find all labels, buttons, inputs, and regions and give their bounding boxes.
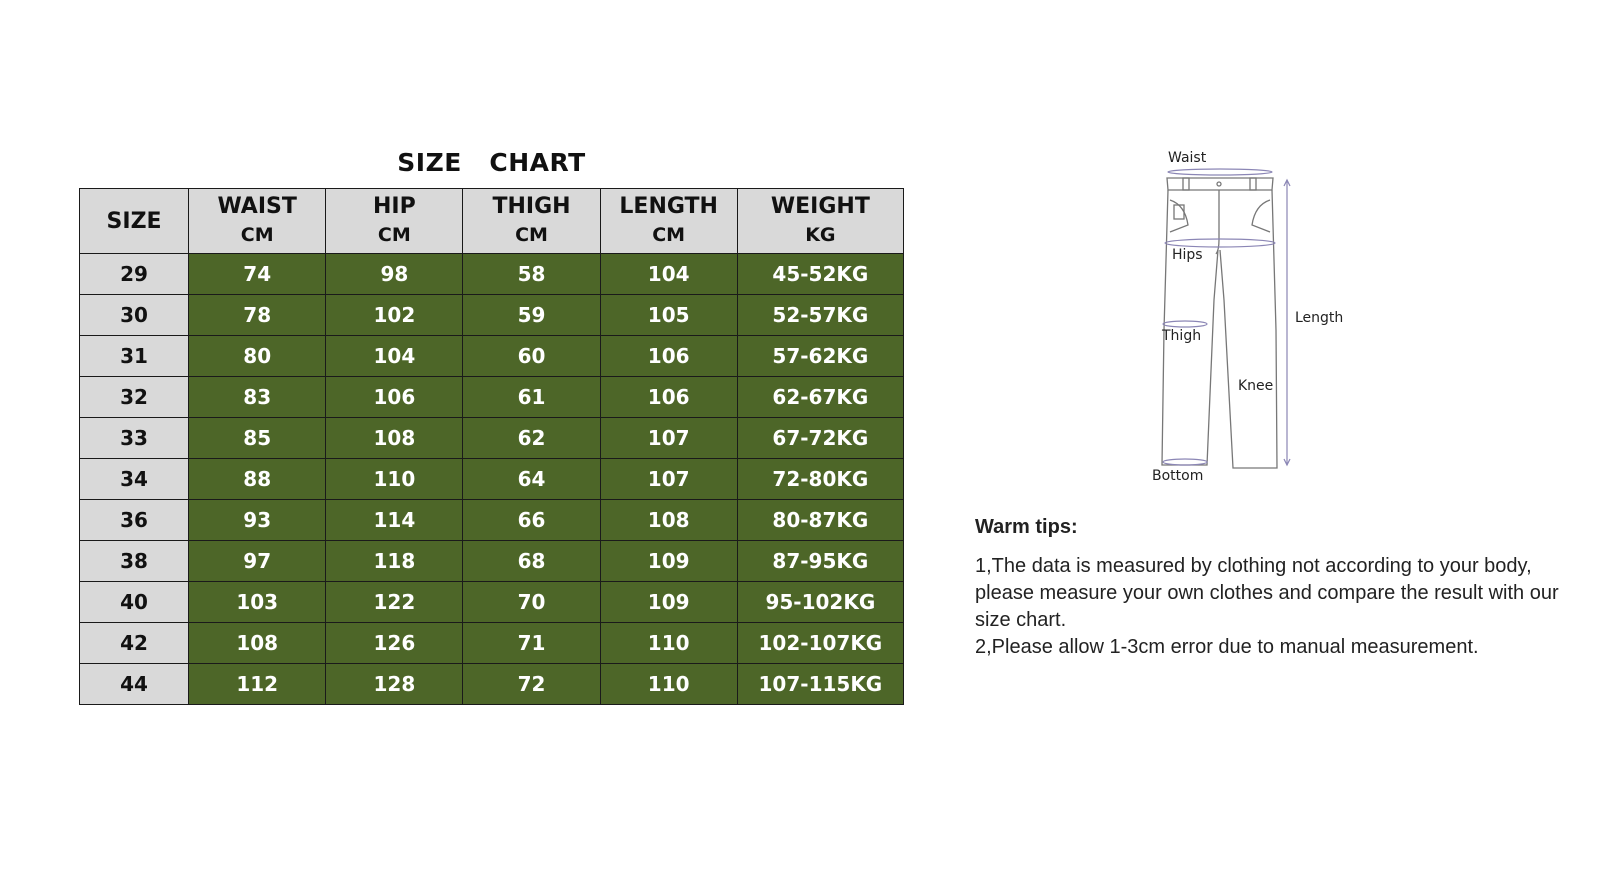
- length-cell: 106: [600, 377, 737, 418]
- diagram-label-waist: Waist: [1168, 150, 1207, 166]
- size-cell: 31: [80, 336, 189, 377]
- thigh-cell: 68: [463, 541, 600, 582]
- table-row: [80, 623, 904, 664]
- thigh-cell: 58: [463, 254, 600, 295]
- header-hip: [326, 189, 463, 254]
- hip-cell: 118: [326, 541, 463, 582]
- thigh-cell: 59: [463, 295, 600, 336]
- weight-cell: 45-52KG: [737, 254, 903, 295]
- header-weight: [737, 189, 903, 254]
- header-waist-label: WAIST: [217, 194, 297, 219]
- length-cell: 106: [600, 336, 737, 377]
- weight-cell: 62-67KG: [737, 377, 903, 418]
- weight-cell: 72-80KG: [737, 459, 903, 500]
- size-cell: 32: [80, 377, 189, 418]
- hip-cell: 126: [326, 623, 463, 664]
- diagram-label-knee: Knee: [1238, 378, 1274, 394]
- diagram-label-hips: Hips: [1172, 247, 1203, 263]
- size-cell: 38: [80, 541, 189, 582]
- hip-cell: 110: [326, 459, 463, 500]
- thigh-cell: 66: [463, 500, 600, 541]
- size-cell: 36: [80, 500, 189, 541]
- diagram-label-thigh: Thigh: [1162, 328, 1202, 344]
- header-hip-unit: CM: [377, 224, 411, 246]
- diagram-label-length: Length: [1295, 310, 1344, 326]
- header-thigh-label: THIGH: [492, 194, 571, 219]
- tip-item: 2,Please allow 1-3cm error due to manual measurement.: [975, 636, 1479, 658]
- waist-cell: 97: [189, 541, 326, 582]
- waist-cell: 85: [189, 418, 326, 459]
- size-cell: 33: [80, 418, 189, 459]
- length-cell: 104: [600, 254, 737, 295]
- waist-cell: 93: [189, 500, 326, 541]
- thigh-cell: 64: [463, 459, 600, 500]
- tips-title: Warm tips:: [975, 516, 1078, 538]
- length-cell: 110: [600, 664, 737, 705]
- table-row: [80, 500, 904, 541]
- thigh-cell: 72: [463, 664, 600, 705]
- weight-cell: 57-62KG: [737, 336, 903, 377]
- header-weight-label: WEIGHT: [770, 194, 870, 219]
- size-cell: 29: [80, 254, 189, 295]
- length-cell: 108: [600, 500, 737, 541]
- hip-cell: 98: [326, 254, 463, 295]
- waist-cell: 74: [189, 254, 326, 295]
- hip-cell: 114: [326, 500, 463, 541]
- pants-measurement-diagram: [1150, 150, 1380, 500]
- header-waist: [189, 189, 326, 254]
- size-cell: 30: [80, 295, 189, 336]
- header-thigh-unit: CM: [515, 224, 548, 246]
- length-cell: 109: [600, 541, 737, 582]
- hip-cell: 128: [326, 664, 463, 705]
- size-table: [79, 188, 904, 705]
- size-cell: 44: [80, 664, 189, 705]
- hip-cell: 104: [326, 336, 463, 377]
- thigh-cell: 60: [463, 336, 600, 377]
- header-hip-label: HIP: [372, 194, 416, 219]
- waist-cell: 78: [189, 295, 326, 336]
- header-waist-unit: CM: [240, 224, 274, 246]
- size-cell: 40: [80, 582, 189, 623]
- header-weight-unit: KG: [805, 224, 836, 246]
- size-cell: 42: [80, 623, 189, 664]
- length-cell: 109: [600, 582, 737, 623]
- thigh-cell: 70: [463, 582, 600, 623]
- warm-tips: [975, 516, 1575, 661]
- diagram-label-bottom: Bottom: [1152, 468, 1204, 484]
- length-cell: 107: [600, 459, 737, 500]
- weight-cell: 87-95KG: [737, 541, 903, 582]
- length-cell: 107: [600, 418, 737, 459]
- header-length-label: LENGTH: [619, 194, 718, 219]
- chart-title: SIZE CHART: [397, 148, 586, 177]
- table-row: [80, 295, 904, 336]
- header-thigh: [463, 189, 600, 254]
- tip-item: 1,The data is measured by clothing not according to your body, please measure your own clothes and compare the result with our size chart.: [975, 555, 1559, 631]
- header-row: [80, 189, 904, 254]
- length-cell: 110: [600, 623, 737, 664]
- table-row: [80, 582, 904, 623]
- weight-cell: 80-87KG: [737, 500, 903, 541]
- pants-outline-icon: [1150, 150, 1380, 500]
- waist-cell: 103: [189, 582, 326, 623]
- hip-cell: 122: [326, 582, 463, 623]
- length-cell: 105: [600, 295, 737, 336]
- table-row: [80, 418, 904, 459]
- waist-cell: 80: [189, 336, 326, 377]
- size-cell: 34: [80, 459, 189, 500]
- hip-cell: 102: [326, 295, 463, 336]
- header-length-unit: CM: [652, 224, 686, 246]
- weight-cell: 67-72KG: [737, 418, 903, 459]
- weight-cell: 107-115KG: [737, 664, 903, 705]
- hip-cell: 108: [326, 418, 463, 459]
- hip-cell: 106: [326, 377, 463, 418]
- table-row: [80, 336, 904, 377]
- thigh-cell: 61: [463, 377, 600, 418]
- header-length: [600, 189, 737, 254]
- table-row: [80, 254, 904, 295]
- waist-cell: 108: [189, 623, 326, 664]
- waist-cell: 112: [189, 664, 326, 705]
- weight-cell: 95-102KG: [737, 582, 903, 623]
- weight-cell: 52-57KG: [737, 295, 903, 336]
- table-row: [80, 664, 904, 705]
- weight-cell: 102-107KG: [737, 623, 903, 664]
- header-size: SIZE: [80, 189, 189, 254]
- thigh-cell: 71: [463, 623, 600, 664]
- table-row: [80, 541, 904, 582]
- thigh-cell: 62: [463, 418, 600, 459]
- table-row: [80, 459, 904, 500]
- waist-cell: 83: [189, 377, 326, 418]
- table-row: [80, 377, 904, 418]
- waist-cell: 88: [189, 459, 326, 500]
